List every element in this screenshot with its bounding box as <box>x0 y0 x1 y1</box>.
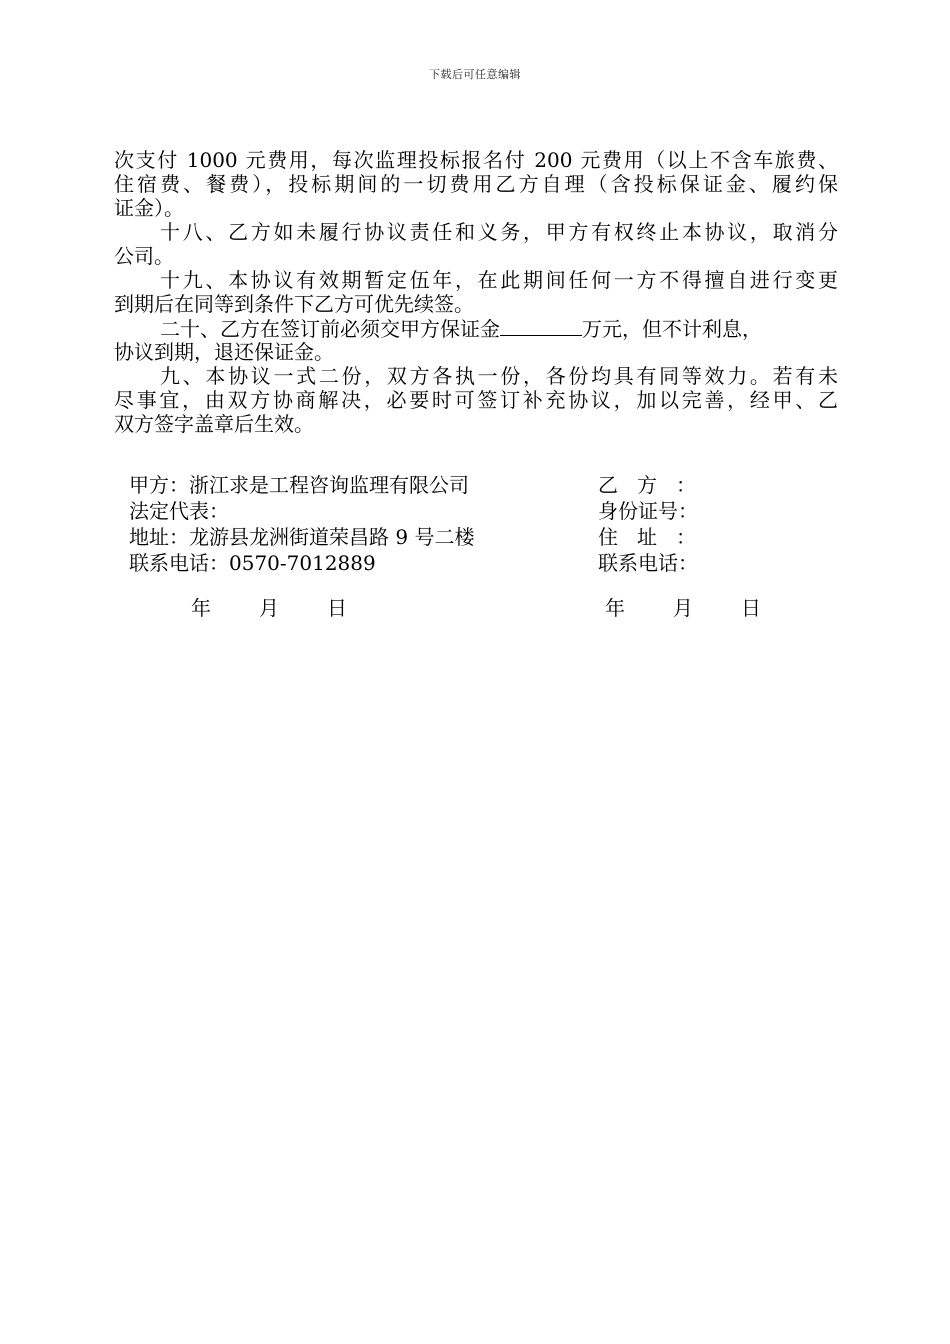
party-b-date <box>605 596 809 620</box>
party-b-signature-block <box>598 472 698 576</box>
party-a-date-month: 月 <box>259 596 279 620</box>
party-b-name-row <box>598 472 698 498</box>
clause-19-line-1: 十九、本协议有效期暂定伍年，在此期间任何一方不得擅自进行变更 <box>160 268 838 292</box>
clause-20-text-after-blank: 万元，但不计利息， <box>582 317 762 341</box>
party-a-signature-block <box>129 472 474 576</box>
party-a-representative: 法定代表： <box>129 499 229 523</box>
party-b-id-number: 身份证号： <box>598 499 698 523</box>
clause-20-line-1 <box>114 316 838 340</box>
agreement-body <box>114 148 838 436</box>
party-b-address-row <box>598 524 698 550</box>
clause-9-line-2: 尽事宜，由双方协商解决，必要时可签订补充协议，加以完善，经甲、乙 <box>114 388 838 412</box>
clause-9-line-1: 九、本协议一式二份，双方各执一份，各份均具有同等效力。若有未 <box>160 364 838 388</box>
party-b-label: 乙方： <box>598 473 696 497</box>
party-b-date-month: 月 <box>673 596 693 620</box>
party-b-date-year: 年 <box>605 596 625 620</box>
clause-17-line-3: 证金）。 <box>114 196 184 220</box>
clause-19-line-2: 到期后在同等到条件下乙方可优先续签。 <box>114 292 474 316</box>
party-b-address-label: 住址： <box>598 525 696 549</box>
deposit-amount-blank <box>500 316 582 336</box>
party-a-date <box>191 596 395 620</box>
clause-17-line-1: 次支付 1000 元费用，每次监理投标报名付 200 元费用（以上不含车旅费、 <box>114 148 838 172</box>
party-b-phone: 联系电话： <box>598 551 698 575</box>
page-header-note: 下载后可任意编辑 <box>429 68 521 81</box>
party-b-date-day: 日 <box>741 596 761 620</box>
clause-17-line-2: 住宿费、餐费），投标期间的一切费用乙方自理（含投标保证金、履约保 <box>114 172 838 196</box>
party-a-address: 地址：龙游县龙洲街道荣昌路 9 号二楼 <box>129 525 475 549</box>
party-a-date-year: 年 <box>191 596 211 620</box>
clause-20-line-2: 协议到期，退还保证金。 <box>114 340 334 364</box>
party-a-date-day: 日 <box>327 596 347 620</box>
clause-20-text-before-blank: 二十、乙方在签订前必须交甲方保证金 <box>160 317 500 341</box>
party-a-name: 甲方：浙江求是工程咨询监理有限公司 <box>129 473 469 497</box>
party-a-phone: 联系电话：0570-7012889 <box>129 551 376 575</box>
clause-18-line-1: 十八、乙方如未履行协议责任和义务，甲方有权终止本协议，取消分 <box>160 220 838 244</box>
clause-18-line-2: 公司。 <box>114 244 174 268</box>
clause-9-line-3: 双方签字盖章后生效。 <box>114 412 314 436</box>
